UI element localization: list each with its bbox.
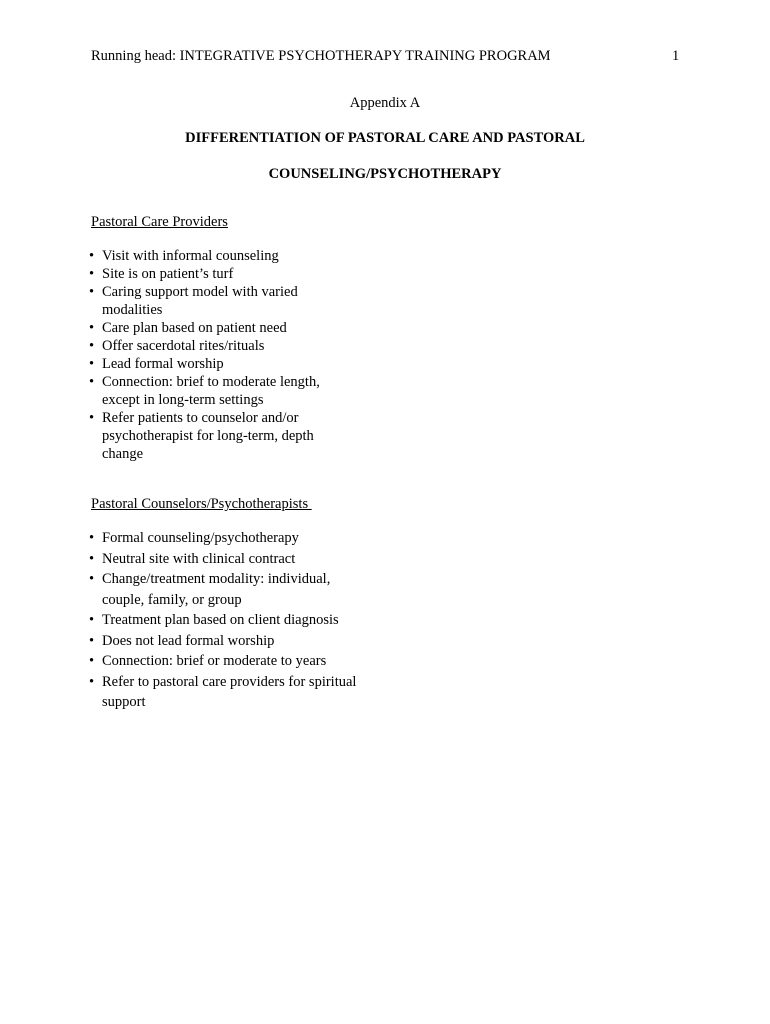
list-item-text: Connection: brief to moderate length, except in long-term settings	[102, 374, 320, 408]
page-number: 1	[672, 48, 680, 64]
bullet-icon: •	[89, 356, 95, 372]
bullet-icon: •	[89, 550, 95, 567]
list-item-text: Neutral site with clinical contract	[102, 550, 296, 567]
bullet-icon: •	[89, 410, 95, 426]
list-item	[88, 319, 358, 337]
bullet-icon: •	[89, 612, 95, 628]
bullet-icon: •	[89, 338, 95, 354]
list-item	[88, 355, 358, 373]
list-item	[88, 631, 358, 652]
list-item-text: Visit with informal counseling	[102, 248, 279, 264]
list-item-text: Treatment plan based on client diagnosis	[102, 612, 339, 628]
list-item-text: Change/treatment modality: individual, couple, family, or group	[102, 571, 331, 608]
bullet-icon: •	[89, 530, 95, 546]
bullet-icon: •	[89, 320, 95, 336]
list-item-text: Lead formal worship	[102, 356, 224, 372]
document-title-line-2: COUNSELING/PSYCHOTHERAPY	[268, 166, 502, 182]
bullet-icon: •	[89, 673, 95, 690]
list-item	[88, 610, 358, 631]
list-item	[88, 409, 358, 463]
bullet-icon: •	[89, 248, 95, 264]
list-item	[88, 651, 358, 672]
list-item	[88, 337, 358, 355]
list-item-text: Formal counseling/psychotherapy	[102, 530, 299, 546]
list-item-text: Care plan based on patient need	[102, 320, 287, 336]
list-item-text: Offer sacerdotal rites/rituals	[102, 338, 265, 354]
list-item	[88, 528, 358, 549]
bullet-icon: •	[89, 374, 95, 390]
list-item	[88, 283, 358, 319]
list-item-text: Refer patients to counselor and/or psychotherapist for long-term, depth change	[102, 410, 314, 462]
pastoral-care-providers-list	[88, 247, 358, 463]
list-item-text: Connection: brief or moderate to years	[102, 653, 327, 669]
list-item	[88, 373, 358, 409]
list-item	[88, 265, 358, 283]
list-item	[88, 569, 358, 610]
list-item-text: Caring support model with varied modalities	[102, 284, 298, 318]
list-item	[88, 247, 358, 265]
list-item	[88, 549, 358, 570]
bullet-icon: •	[89, 284, 95, 300]
appendix-label: Appendix A	[349, 95, 421, 111]
list-item-text: Refer to pastoral care providers for spiritual support	[102, 673, 357, 710]
bullet-icon: •	[89, 632, 95, 649]
pastoral-counselors-list	[88, 528, 358, 713]
bullet-icon: •	[89, 266, 95, 282]
list-item-text: Site is on patient’s turf	[102, 266, 234, 282]
section-heading-pastoral-counselors: Pastoral Counselors/Psychotherapists	[91, 496, 312, 512]
document-title-line-1: DIFFERENTIATION OF PASTORAL CARE AND PASTORAL	[185, 130, 585, 146]
list-item-text: Does not lead formal worship	[102, 632, 275, 649]
running-head: Running head: INTEGRATIVE PSYCHOTHERAPY TRAINING PROGRAM	[91, 48, 551, 64]
section-heading-pastoral-care-providers: Pastoral Care Providers	[91, 214, 228, 230]
bullet-icon: •	[89, 653, 95, 669]
bullet-icon: •	[89, 571, 95, 587]
list-item	[88, 672, 358, 713]
